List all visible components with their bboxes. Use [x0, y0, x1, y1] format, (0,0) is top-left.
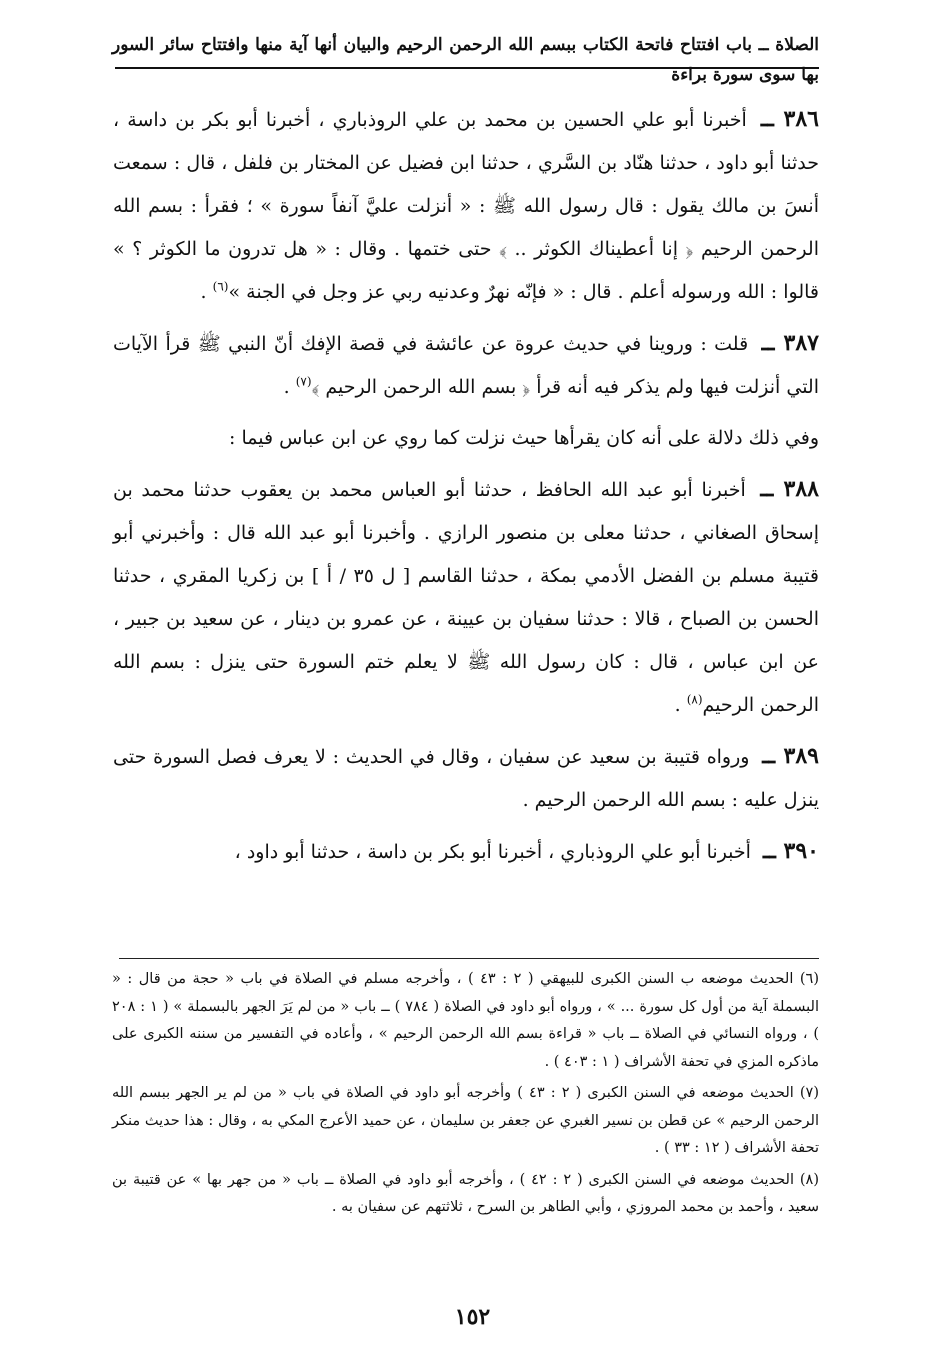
page-number: ١٥٢ — [454, 1304, 491, 1330]
footnote-ref: (٧) — [295, 374, 312, 389]
hadith-text: ورواه قتيبة بن سعيد عن سفيان ، وقال في الحديث : لا يعرف فصل السورة حتى ينزل عليه : بسم الله الرحمن الرحيم . — [113, 746, 819, 811]
hadith-number: ٣٨٨ ــ — [760, 476, 819, 502]
hadith-386 — [113, 98, 819, 314]
commentary-paragraph: وفي ذلك دلالة على أنه كان يقرأها حيث نزلت كما روي عن ابن عباس فيما : — [229, 427, 819, 449]
hadith-number: ٣٨٩ ــ — [762, 743, 819, 769]
hadith-number: ٣٨٧ ــ — [761, 330, 819, 356]
main-text — [113, 98, 819, 882]
footnote-ref: (٦) — [212, 279, 229, 294]
hadith-390 — [113, 830, 819, 874]
hadith-tail: . — [674, 694, 687, 716]
hadith-text: أخبرنا أبو عبد الله الحافظ ، حدثنا أبو العباس محمد بن يعقوب حدثنا محمد بن إسحاق الصغاني ، حدثنا معلى بن منصور الرازي . وأخبرنا أبو عبد الله قال : وأخبرني أبو قتيبة مسلم بن الفضل الأدمي بمكة ، حدثنا القاسم [ ل ٣٥ / أ ] بن زكريا المقري ، حدثنا الحسن بن الصباح ، قالا : حدثنا سفيان بن عيينة ، عن عمرو بن دينار ، عن سعيد بن جبير ، عن ابن عباس ، قال : كان رسول الله ﷺ لا يعلم ختم السورة حتى ينزل : بسم الله الرحمن الرحيم — [113, 479, 819, 716]
footnote-ref: (٨) — [686, 692, 703, 707]
running-header: الصلاة ــ باب افتتاح فاتحة الكتاب ببسم الله الرحمن الرحيم والبيان أنها آية منها وافتتاح سائر السور بها سوى سورة براءة — [112, 35, 819, 85]
hadith-388 — [113, 468, 819, 727]
hadith-text: أخبرنا أبو علي الروذباري ، أخبرنا أبو بكر بن داسة ، حدثنا أبو داود ، — [234, 841, 751, 863]
hadith-389 — [113, 735, 819, 822]
hadith-number: ٣٨٦ ــ — [760, 106, 819, 132]
hadith-text: أخبرنا أبو علي الحسين بن محمد بن علي الروذباري ، أخبرنا أبو بكر بن داسة ، حدثنا أبو داود ، حدثنا هنّاد بن السَّري ، حدثنا ابن فضيل عن المختار بن فلفل ، قال : سمعت أنسَ بن مالك يقول : قال رسول الله ﷺ : « أنزلت عليَّ آنفاً سورة » ؛ فقرأ : بسم الله الرحمن الرحيم ﴿ إنا أعطيناك الكوثر .. ﴾ حتى ختمها . وقال : « هل تدرون ما الكوثر ؟ » قالوا : الله ورسوله أعلم . قال : « فإنّه نهرٌ وعدنيه ربي عز وجل في الجنة » — [113, 109, 819, 303]
header-rule — [115, 67, 819, 69]
hadith-387 — [113, 322, 819, 409]
footnote-7: (٧) الحديث موضعه في السنن الكبرى ( ٢ : ٤٣ ) وأخرجه أبو داود في الصلاة في باب « من لم ير الجهر ببسم الله الرحمن الرحيم » عن قطن بن نسير الغبري عن جعفر بن سليمان ، عن حميد الأعرج المكي به ، وقال : هذا حديث منكر تحفة الأشراف ( ١٢ : ٣٣ ) . — [112, 1085, 819, 1156]
hadith-tail: . — [283, 376, 296, 398]
footnote-6: (٦) الحديث موضعه ب السنن الكبرى للبيهقي ( ٢ : ٤٣ ) ، وأخرجه مسلم في الصلاة في باب « حجة من قال : « البسملة آية من أول كل سورة ... » ، ورواه أبو داود في الصلاة ( ٧٨٤ ) ــ باب « من لم يَرَ الجهر بالبسملة » ( ١ : ٢٠٨ ) ، ورواه النسائي في الصلاة ــ باب « قراءة بسم الله الرحمن الرحيم » ، وأعاده في التفسير من سننه الكبرى على ماذكره المزي في تحفة الأشراف ( ١ : ٤٠٣ ) . — [112, 971, 819, 1070]
footnote-8: (٨) الحديث موضعه في السنن الكبرى ( ٢ : ٤٢ ) ، وأخرجه أبو داود في الصلاة ــ باب « من جهر بها » عن قتيبة بن سعيد ، وأحمد بن محمد المروزي ، وأبي الطاهر بن السرح ، ثلاثتهم عن سفيان به . — [112, 1171, 819, 1215]
hadith-tail: . — [200, 281, 213, 303]
hadith-number: ٣٩٠ ــ — [762, 838, 819, 864]
hadith-text: قلت : وروينا في حديث عروة عن عائشة في قصة الإفك أنّ النبي ﷺ قرأ الآيات التي أنزلت فيها ولم يذكر فيه أنه قرأ ﴿ بسم الله الرحمن الرحيم ﴾ — [113, 333, 819, 398]
footnotes — [112, 966, 819, 1226]
footnote-rule — [119, 958, 819, 959]
